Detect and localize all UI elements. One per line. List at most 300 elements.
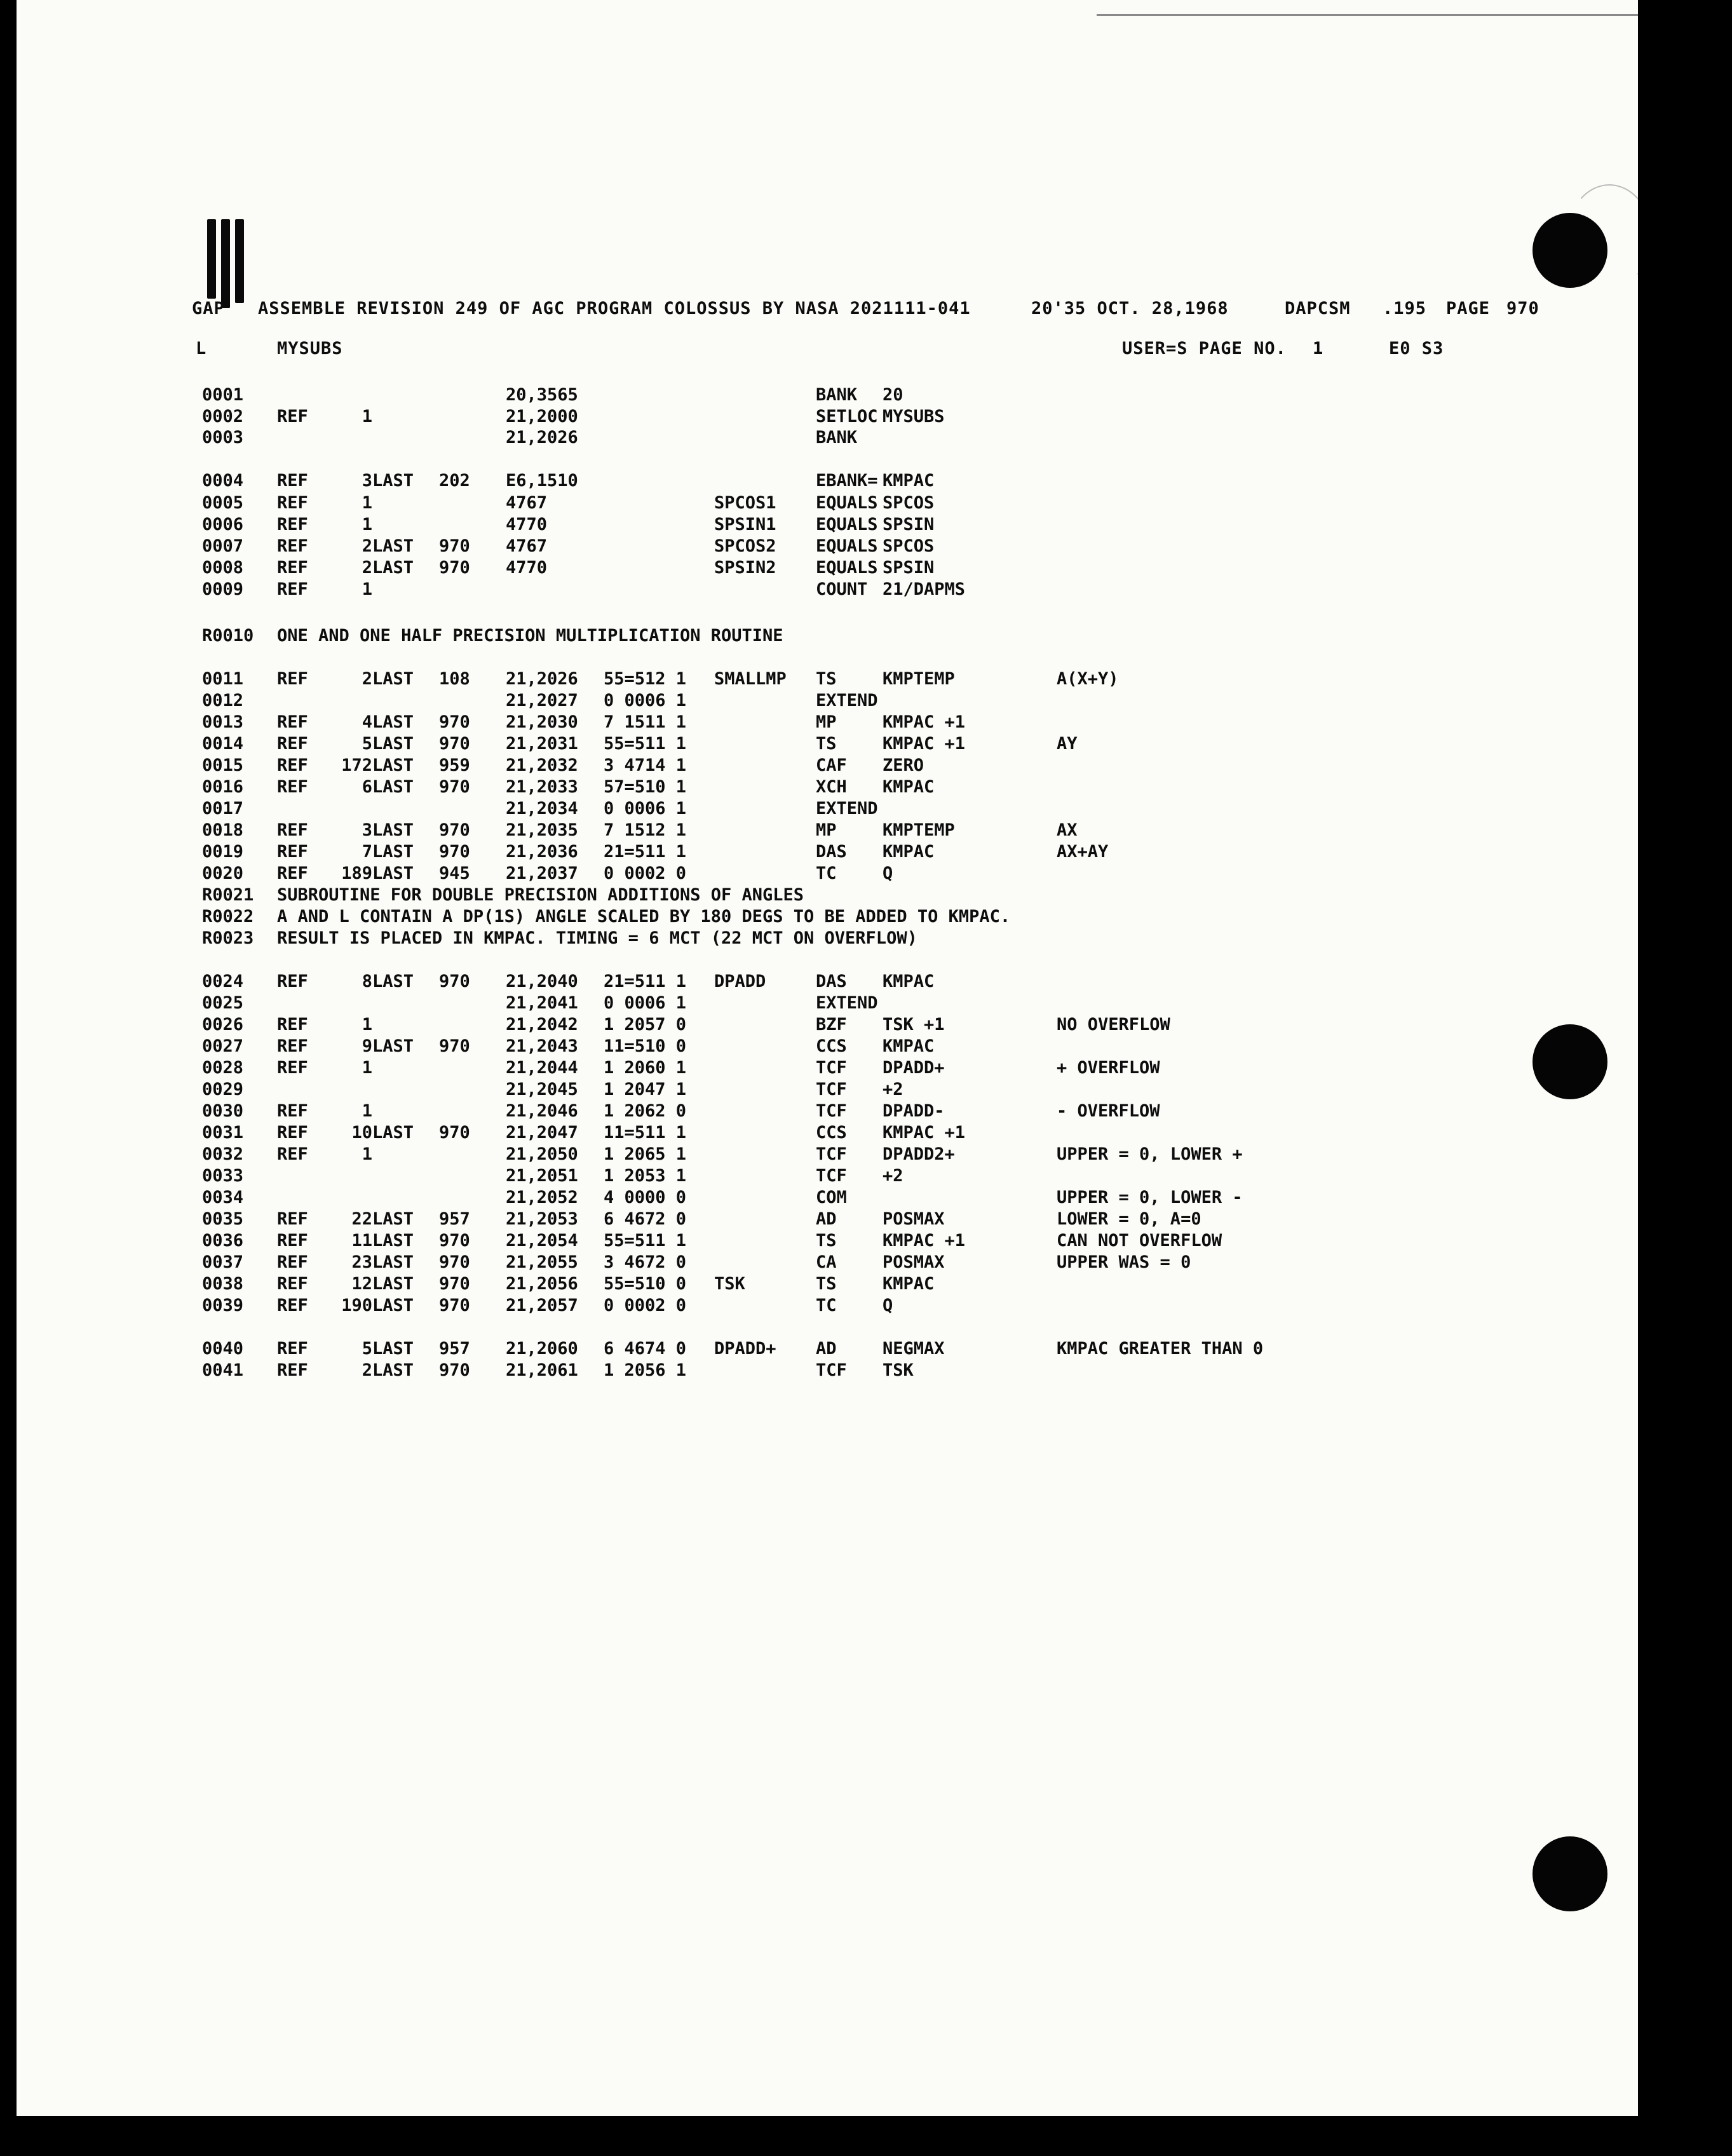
ref-count: 11 (351, 1231, 372, 1251)
remark-row (17, 928, 1638, 949)
octal-word: 3 4714 1 (604, 756, 687, 775)
ref-count: 9 (362, 1036, 372, 1056)
operand: SPCOS (883, 493, 935, 513)
ref-marker: REF (277, 515, 308, 534)
remark-text: ONE AND ONE HALF PRECISION MULTIPLICATION ROUTINE (277, 626, 783, 646)
line-number: 0032 (202, 1144, 244, 1164)
listing-row (17, 1015, 1638, 1035)
punch-hole-top (1532, 213, 1607, 288)
opcode: EXTEND (816, 691, 878, 710)
line-number: 0007 (202, 536, 244, 556)
address: 21,2041 (506, 993, 578, 1013)
line-number: 0012 (202, 691, 244, 710)
address: 21,2032 (506, 756, 578, 775)
operand: 21/DAPMS (883, 580, 966, 599)
octal-word: 55=510 0 (604, 1274, 687, 1294)
ref-marker: REF (277, 1123, 308, 1142)
ref-count: 3 (362, 820, 372, 840)
users-page-label: USER=S PAGE NO. (1122, 339, 1287, 358)
punch-hole-bottom (1532, 1836, 1607, 1911)
line-number: 0008 (202, 558, 244, 578)
address: 21,2045 (506, 1080, 578, 1099)
subheader-type: L (196, 339, 207, 358)
last-marker: LAST (372, 1360, 414, 1380)
opcode: SETLOC (816, 407, 878, 426)
last-page: 970 (439, 1231, 470, 1251)
listing-row (17, 1058, 1638, 1078)
address: 21,2057 (506, 1296, 578, 1315)
last-marker: LAST (372, 1209, 414, 1229)
ref-marker: REF (277, 1252, 308, 1272)
listing-page (17, 0, 1638, 2116)
address: 21,2033 (506, 777, 578, 797)
listing-row (17, 734, 1638, 754)
opcode: AD (816, 1339, 837, 1359)
line-number: R0010 (202, 626, 254, 646)
remark-row (17, 907, 1638, 927)
address: 21,2031 (506, 734, 578, 754)
listing-row (17, 669, 1638, 689)
address: 21,2043 (506, 1036, 578, 1056)
line-number: 0001 (202, 385, 244, 405)
line-number: 0024 (202, 972, 244, 991)
octal-word: 3 4672 0 (604, 1252, 687, 1272)
listing-row (17, 1360, 1638, 1381)
last-page: 957 (439, 1209, 470, 1229)
ref-marker: REF (277, 1274, 308, 1294)
comment: A(X+Y) (1057, 669, 1119, 689)
address: 21,2051 (506, 1166, 578, 1186)
symbol-label: SPSIN2 (714, 558, 776, 578)
opcode: TCF (816, 1144, 847, 1164)
ref-count: 189 (341, 864, 372, 883)
ref-marker: REF (277, 1296, 308, 1315)
last-marker: LAST (372, 536, 414, 556)
ref-marker: REF (277, 1144, 308, 1164)
octal-word: 7 1511 1 (604, 712, 687, 732)
line-number: 0031 (202, 1123, 244, 1142)
comment: + OVERFLOW (1057, 1058, 1160, 1078)
opcode: EQUALS (816, 493, 878, 513)
opcode: TS (816, 1231, 837, 1251)
last-marker: LAST (372, 756, 414, 775)
opcode: TS (816, 734, 837, 754)
last-marker: LAST (372, 1296, 414, 1315)
opcode: MP (816, 712, 837, 732)
line-number: 0013 (202, 712, 244, 732)
opcode: EQUALS (816, 558, 878, 578)
remark-text: A AND L CONTAIN A DP(1S) ANGLE SCALED BY 180 DEGS TO BE ADDED TO KMPAC. (277, 907, 1011, 926)
listing-row (17, 691, 1638, 711)
octal-word: 1 2062 0 (604, 1101, 687, 1121)
ref-count: 5 (362, 1339, 372, 1359)
opcode: MP (816, 820, 837, 840)
ref-marker: REF (277, 1339, 308, 1359)
operand: KMPAC (883, 842, 935, 862)
operand: +2 (883, 1080, 903, 1099)
line-number: 0017 (202, 799, 244, 818)
address: 21,2026 (506, 669, 578, 689)
last-page: 970 (439, 842, 470, 862)
opcode: EXTEND (816, 993, 878, 1013)
comment: CAN NOT OVERFLOW (1057, 1231, 1222, 1251)
opcode: XCH (816, 777, 847, 797)
ref-marker: REF (277, 1036, 308, 1056)
symbol-label: TSK (714, 1274, 745, 1294)
ref-marker: REF (277, 493, 308, 513)
opcode: TCF (816, 1360, 847, 1380)
line-number: 0037 (202, 1252, 244, 1272)
line-number: 0028 (202, 1058, 244, 1078)
operand: KMPAC (883, 972, 935, 991)
last-marker: LAST (372, 1123, 414, 1142)
ref-marker: REF (277, 734, 308, 754)
operand: TSK +1 (883, 1015, 945, 1034)
address: 21,2055 (506, 1252, 578, 1272)
operand: Q (883, 1296, 893, 1315)
last-page: 970 (439, 734, 470, 754)
opcode: TCF (816, 1166, 847, 1186)
symbol-label: SPCOS1 (714, 493, 776, 513)
operand: KMPAC +1 (883, 1123, 966, 1142)
comment: UPPER WAS = 0 (1057, 1252, 1191, 1272)
ref-count: 2 (362, 669, 372, 689)
address: 20,3565 (506, 385, 578, 405)
ref-marker: REF (277, 820, 308, 840)
listing-row (17, 1209, 1638, 1230)
octal-word: 7 1512 1 (604, 820, 687, 840)
operand: KMPAC +1 (883, 734, 966, 754)
ref-count: 2 (362, 536, 372, 556)
last-marker: LAST (372, 1252, 414, 1272)
ref-marker: REF (277, 1231, 308, 1251)
ref-marker: REF (277, 712, 308, 732)
address: 21,2047 (506, 1123, 578, 1142)
symbol-label: SPCOS2 (714, 536, 776, 556)
ref-count: 5 (362, 734, 372, 754)
top-edge-line (1097, 14, 1638, 16)
opcode: COM (816, 1188, 847, 1207)
opcode: CCS (816, 1123, 847, 1142)
opcode: DAS (816, 972, 847, 991)
last-marker: LAST (372, 712, 414, 732)
octal-word: 4 0000 0 (604, 1188, 687, 1207)
listing-row (17, 1101, 1638, 1122)
symbol-label: DPADD (714, 972, 766, 991)
address: 21,2056 (506, 1274, 578, 1294)
last-page: 970 (439, 1036, 470, 1056)
line-number: 0009 (202, 580, 244, 599)
last-page: 970 (439, 1296, 470, 1315)
last-marker: LAST (372, 1231, 414, 1251)
opcode: TS (816, 669, 837, 689)
listing-row (17, 756, 1638, 776)
listing-row (17, 1274, 1638, 1294)
comment: UPPER = 0, LOWER + (1057, 1144, 1243, 1164)
line-number: 0018 (202, 820, 244, 840)
address: 21,2042 (506, 1015, 578, 1034)
operand: KMPTEMP (883, 669, 955, 689)
ref-count: 4 (362, 712, 372, 732)
last-page: 970 (439, 777, 470, 797)
address: 21,2044 (506, 1058, 578, 1078)
octal-word: 55=511 1 (604, 734, 687, 754)
operand: KMPAC (883, 777, 935, 797)
octal-word: 21=511 1 (604, 842, 687, 862)
line-number: 0004 (202, 471, 244, 491)
operand: DPADD2+ (883, 1144, 955, 1164)
ref-count: 1 (362, 1101, 372, 1121)
line-number: 0025 (202, 993, 244, 1013)
address: 21,2037 (506, 864, 578, 883)
opcode: BANK (816, 428, 858, 447)
ref-count: 1 (362, 1058, 372, 1078)
last-page: 970 (439, 972, 470, 991)
ref-count: 1 (362, 580, 372, 599)
comment: - OVERFLOW (1057, 1101, 1160, 1121)
line-number: R0022 (202, 907, 254, 926)
symbol-label: DPADD+ (714, 1339, 776, 1359)
operand: KMPAC +1 (883, 1231, 966, 1251)
ref-count: 1 (362, 493, 372, 513)
bank-code: E0 S3 (1389, 339, 1444, 358)
ref-marker: REF (277, 536, 308, 556)
listing-row (17, 1080, 1638, 1100)
opcode: DAS (816, 842, 847, 862)
octal-word: 0 0006 1 (604, 799, 687, 818)
address: 21,2035 (506, 820, 578, 840)
opcode: TS (816, 1274, 837, 1294)
listing-row (17, 864, 1638, 884)
line-number: 0039 (202, 1296, 244, 1315)
ref-marker: REF (277, 558, 308, 578)
listing-row (17, 536, 1638, 557)
operand: SPSIN (883, 558, 935, 578)
last-marker: LAST (372, 842, 414, 862)
line-number: 0020 (202, 864, 244, 883)
ref-marker: REF (277, 580, 308, 599)
opcode: CA (816, 1252, 837, 1272)
opcode: TCF (816, 1058, 847, 1078)
address: 21,2046 (506, 1101, 578, 1121)
ref-count: 23 (351, 1252, 372, 1272)
octal-word: 0 0002 0 (604, 1296, 687, 1315)
remark-row (17, 885, 1638, 905)
ref-count: 190 (341, 1296, 372, 1315)
comment: LOWER = 0, A=0 (1057, 1209, 1201, 1229)
last-marker: LAST (372, 558, 414, 578)
listing-row (17, 842, 1638, 862)
listing-row (17, 1166, 1638, 1186)
header-timestamp: 20'35 OCT. 28,1968 (1031, 299, 1229, 318)
opcode: AD (816, 1209, 837, 1229)
octal-word: 1 2056 1 (604, 1360, 687, 1380)
line-number: 0040 (202, 1339, 244, 1359)
listing-row (17, 580, 1638, 600)
comment: AY (1057, 734, 1078, 754)
opcode: EQUALS (816, 515, 878, 534)
ref-marker: REF (277, 407, 308, 426)
last-page: 970 (439, 712, 470, 732)
last-marker: LAST (372, 864, 414, 883)
octal-word: 6 4672 0 (604, 1209, 687, 1229)
octal-word: 1 2057 0 (604, 1015, 687, 1034)
last-page: 970 (439, 536, 470, 556)
last-page: 202 (439, 471, 470, 491)
last-marker: LAST (372, 734, 414, 754)
last-page: 970 (439, 558, 470, 578)
listing-row (17, 1231, 1638, 1251)
line-number: 0016 (202, 777, 244, 797)
last-marker: LAST (372, 1339, 414, 1359)
operand: KMPTEMP (883, 820, 955, 840)
line-number: 0033 (202, 1166, 244, 1186)
ref-marker: REF (277, 777, 308, 797)
ref-marker: REF (277, 864, 308, 883)
listing-row (17, 712, 1638, 733)
octal-word: 0 0006 1 (604, 993, 687, 1013)
address: E6,1510 (506, 471, 578, 491)
operand: 20 (883, 385, 903, 405)
ref-count: 3 (362, 471, 372, 491)
listing-row (17, 799, 1638, 819)
ref-count: 1 (362, 407, 372, 426)
ref-marker: REF (277, 471, 308, 491)
header-page-label: PAGE (1446, 299, 1491, 318)
ref-marker: REF (277, 1101, 308, 1121)
listing-row (17, 515, 1638, 535)
octal-word: 11=511 1 (604, 1123, 687, 1142)
address: 4770 (506, 515, 548, 534)
operand: +2 (883, 1166, 903, 1186)
last-marker: LAST (372, 777, 414, 797)
header-mark: GAP (192, 299, 225, 318)
operand: Q (883, 864, 893, 883)
last-marker: LAST (372, 1274, 414, 1294)
address: 21,2050 (506, 1144, 578, 1164)
ref-marker: REF (277, 972, 308, 991)
address: 4767 (506, 493, 548, 513)
operand: DPADD- (883, 1101, 945, 1121)
line-number: 0026 (202, 1015, 244, 1034)
octal-word: 11=510 0 (604, 1036, 687, 1056)
listing-row (17, 1339, 1638, 1359)
address: 21,2040 (506, 972, 578, 991)
listing-row (17, 471, 1638, 491)
operand: DPADD+ (883, 1058, 945, 1078)
remark-text: SUBROUTINE FOR DOUBLE PRECISION ADDITIONS OF ANGLES (277, 885, 804, 905)
operand: KMPAC +1 (883, 712, 966, 732)
operand: POSMAX (883, 1209, 945, 1229)
opcode: CAF (816, 756, 847, 775)
opcode: TC (816, 1296, 837, 1315)
line-number: 0027 (202, 1036, 244, 1056)
last-page: 945 (439, 864, 470, 883)
listing-row (17, 993, 1638, 1014)
listing-row (17, 1036, 1638, 1057)
operand: NEGMAX (883, 1339, 945, 1359)
listing-row (17, 777, 1638, 797)
ref-count: 8 (362, 972, 372, 991)
operand: ZERO (883, 756, 924, 775)
ref-count: 1 (362, 515, 372, 534)
line-number: 0019 (202, 842, 244, 862)
address: 21,2053 (506, 1209, 578, 1229)
ref-marker: REF (277, 1058, 308, 1078)
octal-word: 55=512 1 (604, 669, 687, 689)
last-page: 959 (439, 756, 470, 775)
last-marker: LAST (372, 1036, 414, 1056)
octal-word: 0 0002 0 (604, 864, 687, 883)
listing-row (17, 972, 1638, 992)
opcode: TCF (816, 1101, 847, 1121)
operand: KMPAC (883, 471, 935, 491)
line-number: 0036 (202, 1231, 244, 1251)
line-number: 0002 (202, 407, 244, 426)
users-page-number: 1 (1313, 339, 1324, 358)
comment: AX+AY (1057, 842, 1109, 862)
octal-word: 1 2065 1 (604, 1144, 687, 1164)
last-page: 970 (439, 1252, 470, 1272)
listing-row (17, 1188, 1638, 1208)
symbol-label: SMALLMP (714, 669, 787, 689)
opcode: BANK (816, 385, 858, 405)
ref-marker: REF (277, 756, 308, 775)
ref-count: 12 (351, 1274, 372, 1294)
last-marker: LAST (372, 471, 414, 491)
operand: POSMAX (883, 1252, 945, 1272)
last-page: 957 (439, 1339, 470, 1359)
address: 4770 (506, 558, 548, 578)
comment: KMPAC GREATER THAN 0 (1057, 1339, 1264, 1359)
line-number: 0006 (202, 515, 244, 534)
ref-count: 1 (362, 1015, 372, 1034)
operand: MYSUBS (883, 407, 945, 426)
address: 21,2027 (506, 691, 578, 710)
operand: KMPAC (883, 1274, 935, 1294)
address: 21,2030 (506, 712, 578, 732)
address: 21,2000 (506, 407, 578, 426)
listing-row (17, 1123, 1638, 1143)
ref-count: 10 (351, 1123, 372, 1142)
octal-word: 21=511 1 (604, 972, 687, 991)
octal-word: 55=511 1 (604, 1231, 687, 1251)
last-page: 970 (439, 1360, 470, 1380)
ref-marker: REF (277, 669, 308, 689)
last-marker: LAST (372, 972, 414, 991)
address: 4767 (506, 536, 548, 556)
address: 21,2026 (506, 428, 578, 447)
opcode: COUNT (816, 580, 868, 599)
ref-marker: REF (277, 842, 308, 862)
octal-word: 1 2053 1 (604, 1166, 687, 1186)
last-page: 970 (439, 1274, 470, 1294)
operand: SPCOS (883, 536, 935, 556)
last-page: 970 (439, 820, 470, 840)
ref-marker: REF (277, 1360, 308, 1380)
ref-count: 1 (362, 1144, 372, 1164)
opcode: EXTEND (816, 799, 878, 818)
line-number: 0034 (202, 1188, 244, 1207)
last-marker: LAST (372, 669, 414, 689)
symbol-label: SPSIN1 (714, 515, 776, 534)
octal-word: 6 4674 0 (604, 1339, 687, 1359)
opcode: CCS (816, 1036, 847, 1056)
address: 21,2061 (506, 1360, 578, 1380)
last-page: 108 (439, 669, 470, 689)
remark-text: RESULT IS PLACED IN KMPAC. TIMING = 6 MCT (22 MCT ON OVERFLOW) (277, 928, 917, 948)
header-version: .195 (1383, 299, 1427, 318)
